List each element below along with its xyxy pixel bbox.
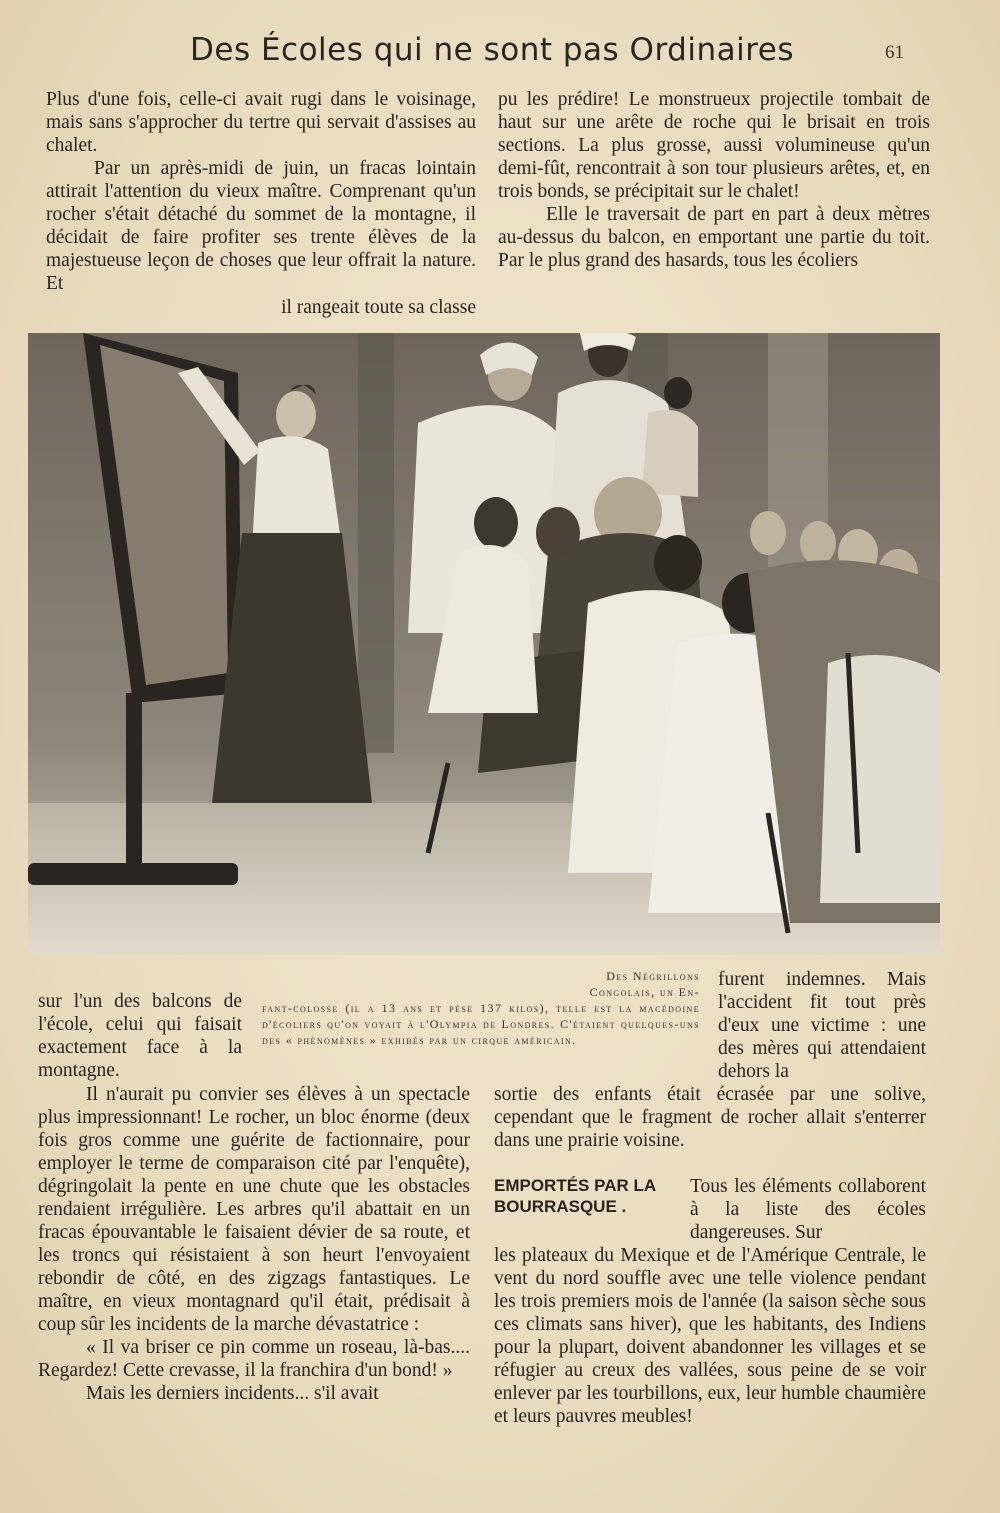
- paragraph-continuation: sur l'un des balcons de l'école, celui qui faisait exactement face à la montagne.: [38, 991, 242, 1081]
- left-column-top-tail: [218, 296, 476, 319]
- left-column-mid: [38, 990, 242, 1082]
- right-column-top: [498, 88, 930, 272]
- paragraph: Par un après-midi de juin, un fracas lointain attirait l'attention du vieux maître. Comprenant qu'un rocher s'était détaché du sommet de la montagne, il décidait de faire profiter ses trente élèves de la majestueuse leçon de choses que leur offrait la nature. Et: [46, 158, 476, 294]
- paragraph: pu les prédire! Le monstrueux projectile tombait de haut sur une arête de roche qui le brisait en trois sections. La plus grosse, aussi volumineuse qu'un demi-fût, rencontrait à son tour plusieurs arêtes, et, en trois bonds, se précipitait sur le chalet!: [498, 89, 930, 202]
- page-header: [0, 28, 1000, 78]
- right-column-bottom: [494, 1244, 926, 1428]
- left-column-top: [46, 88, 476, 295]
- page-number: 61: [885, 42, 904, 63]
- caption-line-2: Congolais, un En-: [589, 985, 700, 999]
- right-column-bottom-side: [690, 1175, 926, 1244]
- paragraph: Tous les éléments collaborent à la liste des écoles dangereuses. Sur: [690, 1176, 926, 1243]
- photo-caption: [262, 968, 700, 1048]
- paragraph: Plus d'une fois, celle-ci avait rugi dans le voisinage, mais sans s'approcher du tertre qui servait d'assises au chalet.: [46, 89, 476, 156]
- caption-body: fant-colosse (il a 13 ans et pèse 137 kilos), telle est la macédoine d'écoliers qu'on voyait à l'Olympia de Londres. C'étaient quelques-uns des « phénomènes » exhibés par un cirque américain.: [262, 1001, 700, 1047]
- left-column-bottom: [38, 1083, 470, 1405]
- paragraph: les plateaux du Mexique et de l'Amérique Centrale, le vent du nord souffle avec une telle violence pendant les trois premiers mois de l'année (la saison sèche sous ces climats sans hiver), que les habitants, des Indiens pour la plupart, doivent abandonner les villages et se réfugier au creux des vallées, sous peine de se voir enlever par les tourbillons, eux, leur humble chaumière et leurs pauvres meubles!: [494, 1245, 926, 1427]
- running-title: Des Écoles qui ne sont pas Ordinaires: [190, 32, 794, 68]
- paragraph: Il n'aurait pu convier ses élèves à un spectacle plus impressionnant! Le rocher, un bloc énorme (deux fois gros comme une guérite de factionnaire, pour employer le terme de comparaison cité par l'enquête), dégringolait la pente en une chute que les obstacles rendaient irrégulière. Les arbres qu'il abattait en un fracas épouvantable le faisaient dévier de sa route, et les troncs qui résistaient à son heurt l'envoyaient rebondir de côté, en des zigzags fantastiques. Le maître, en vieux montagnard qu'il était, prédisait à coup sûr les incidents de la marche dévastatrice :: [38, 1084, 470, 1335]
- paragraph-continuation: furent indemnes. Mais l'accident fit tout près d'eux une victime : une des mères qui attendaient dehors la: [718, 969, 926, 1082]
- right-column-mid: [718, 968, 926, 1083]
- photo-illustration: [28, 333, 940, 955]
- paragraph-continuation: sortie des enfants était écrasée par une solive, cependant que le fragment de rocher allait s'enterrer dans une prairie voisine.: [494, 1084, 926, 1151]
- section-heading: EMPORTÉS PAR LA BOURRASQUE .: [494, 1176, 656, 1216]
- classroom-photograph: [28, 333, 940, 955]
- paragraph: Mais les derniers incidents... s'il avait: [86, 1383, 379, 1404]
- paragraph-tail: il rangeait toute sa classe: [281, 297, 476, 318]
- right-column-bottom-top: [494, 1083, 926, 1152]
- paragraph: Elle le traversait de part en part à deux mètres au-dessus du balcon, en emportant une partie du toit. Par le plus grand des hasards, tous les écoliers: [498, 204, 930, 271]
- caption-line-1: Des Négrillons: [606, 969, 700, 983]
- quotation: « Il va briser ce pin comme un roseau, là-bas.... Regardez! Cette crevasse, il la franchira d'un bond! »: [38, 1337, 470, 1381]
